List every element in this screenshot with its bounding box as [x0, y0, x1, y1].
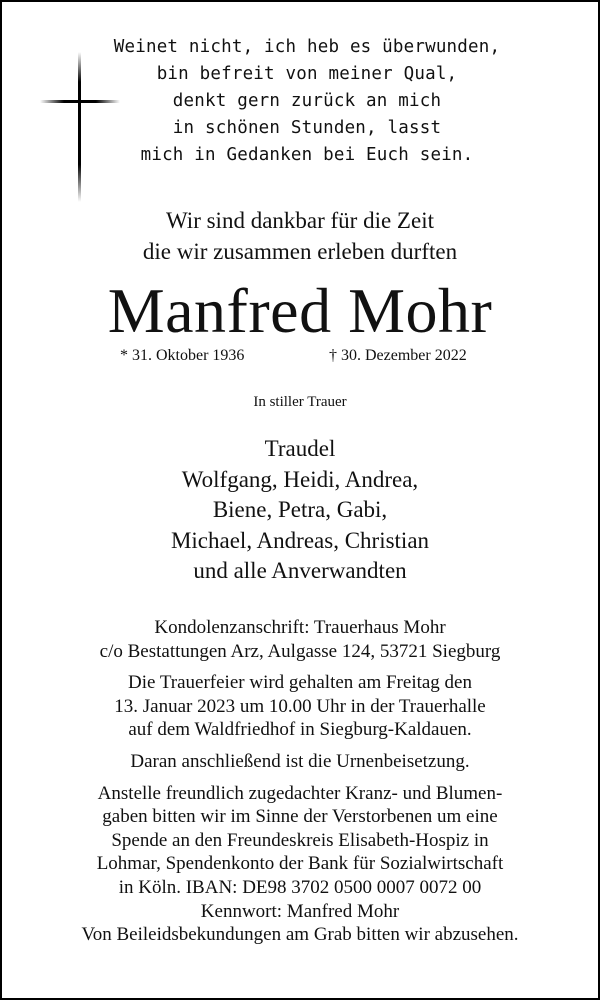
funeral-line: 13. Januar 2023 um 10.00 Uhr in der Trauerhalle	[114, 695, 486, 717]
donation-line: Lohmar, Spendenkonto der Bank für Sozialwirtschaft	[96, 853, 504, 875]
details-block	[10, 616, 590, 947]
condolence-line: c/o Bestattungen Arz, Aulgasse 124, 53721 Siegburg	[99, 640, 501, 662]
poem-line: mich in Gedanken bei Euch sein.	[140, 145, 474, 165]
mourner-line: Traudel	[264, 436, 336, 461]
condolence-address	[10, 616, 590, 663]
donation-line: gaben bitten wir im Sinne der Verstorbenen um eine	[102, 806, 498, 828]
donation-line: in Köln. IBAN: DE98 3702 0500 0007 0072 00	[118, 876, 482, 898]
poem-line: bin befreit von meiner Qual,	[156, 64, 458, 84]
mourner-line: und alle Anverwandten	[193, 558, 407, 583]
birth-date: * 31. Oktober 1936	[120, 347, 245, 364]
deceased-name: Manfred Mohr	[107, 275, 493, 346]
mourning-heading: In stiller Trauer	[253, 394, 347, 410]
mourner-line: Biene, Petra, Gabi,	[212, 497, 388, 522]
death-date: † 30. Dezember 2022	[329, 347, 467, 364]
funeral-line: Die Trauerfeier wird gehalten am Freitag den	[128, 672, 472, 694]
gratitude-line: Wir sind dankbar für die Zeit	[166, 208, 434, 233]
funeral-info	[10, 671, 590, 742]
mourner-line: Wolfgang, Heidi, Andrea,	[181, 466, 419, 492]
donation-info	[10, 782, 590, 947]
donation-line: Kennwort: Manfred Mohr	[200, 900, 400, 922]
donation-line: Anstelle freundlich zugedachter Kranz- und Blumen-	[97, 782, 503, 804]
poem-line: in schönen Stunden, lasst	[172, 118, 442, 138]
funeral-line: auf dem Waldfriedhof in Siegburg-Kaldauen.	[128, 719, 472, 741]
poem	[97, 34, 517, 169]
mourners-list	[2, 434, 598, 587]
donation-line: Spende an den Freundeskreis Elisabeth-Hospiz in	[111, 829, 489, 851]
poem-line: Weinet nicht, ich heb es überwunden,	[113, 37, 501, 57]
condolence-line: Kondolenzanschrift: Trauerhaus Mohr	[154, 617, 446, 638]
mourner-line: Michael, Andreas, Christian	[170, 527, 430, 553]
urn-burial-info: Daran anschließend ist die Urnenbeisetzung.	[130, 750, 470, 772]
gratitude-text	[2, 205, 598, 267]
poem-line: denkt gern zurück an mich	[172, 91, 442, 111]
donation-line: Von Beileidsbekundungen am Grab bitten wir abzusehen.	[81, 924, 519, 946]
gratitude-line: die wir zusammen erleben durften	[142, 239, 458, 264]
